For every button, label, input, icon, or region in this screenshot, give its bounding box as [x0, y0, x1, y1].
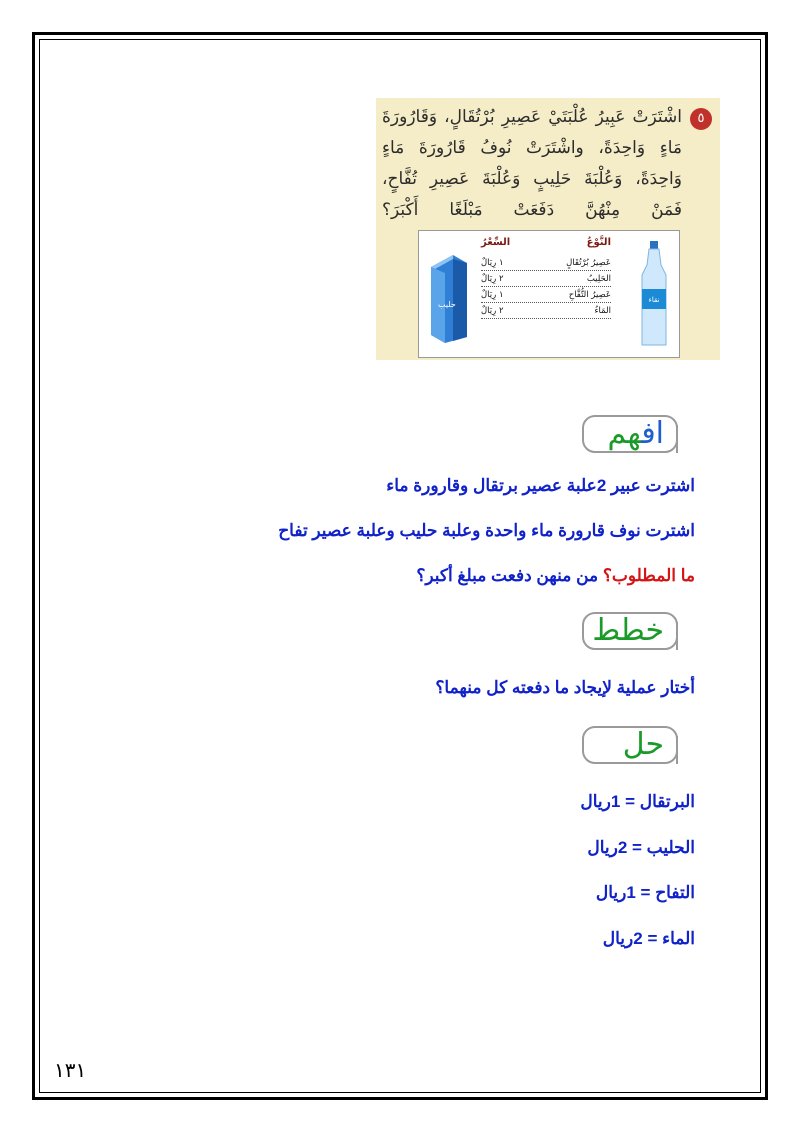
item-price: ١ رِيَالٌ	[481, 290, 504, 300]
exercise-image	[376, 98, 720, 360]
exercise-text	[382, 102, 682, 226]
exercise-line: مَاءٍ وَاحِدَةً، واشْتَرَتْ نُوفُ قَارُورَةَ مَاءٍ	[382, 138, 682, 158]
exercise-line: اشْتَرَتْ عَبِيرُ عُلْبَتَيْ عَصِيرِ بُرْتُقَالٍ، وَقَارُورَةَ	[382, 107, 682, 127]
question-text: من منهن دفعت مبلغ أكبر؟	[416, 566, 603, 585]
exercise-number-badge: ٥	[690, 108, 712, 130]
solve-line: البرتقال = 1ريال	[580, 792, 695, 811]
understand-label: افهم	[607, 416, 664, 451]
col-price-header: السِّعْرُ	[481, 237, 511, 248]
solve-label: حل	[622, 727, 664, 762]
understand-line-2: اشترت نوف قارورة ماء واحدة وعلبة حليب وعلبة عصير تفاح	[278, 521, 695, 540]
understand-line-1: اشترت عبير 2علبة عصير برتقال وقارورة ماء	[386, 476, 695, 495]
exercise-line: فَمَنْ مِنْهُنَّ دَفَعَتْ مَبْلَغًا أَكْبَرَ؟	[382, 200, 682, 220]
item-type: الحَلِيبُ	[586, 274, 611, 284]
price-table	[481, 237, 611, 320]
table-row	[481, 272, 611, 287]
price-list-card	[418, 230, 680, 358]
exercise-line: وَاحِدَةً، وَعُلْبَةَ حَلِيبٍ وَعُلْبَةَ عَصِيرِ تُفَّاحٍ،	[382, 169, 682, 189]
table-row	[481, 256, 611, 271]
item-type: عَصِيرُ التُّفَّاحِ	[568, 290, 611, 300]
question-line	[416, 566, 695, 586]
item-price: ٢ رِيَالٌ	[481, 306, 504, 316]
plan-line: أختار عملية لإيجاد ما دفعته كل منهما؟	[435, 678, 695, 697]
solve-line: الماء = 2ريال	[602, 929, 695, 948]
solve-line: التفاح = 1ريال	[595, 883, 695, 902]
bottle-label: نقاء	[648, 296, 660, 304]
understand-badge	[582, 415, 678, 453]
item-type: المَاءُ	[594, 306, 611, 316]
item-price: ٢ رِيَالٌ	[481, 274, 504, 284]
question-label: ما المطلوب؟	[602, 566, 695, 585]
item-price: ١ رِيَالٌ	[481, 258, 504, 268]
table-row	[481, 288, 611, 303]
water-bottle-icon	[639, 241, 669, 349]
page-number: ١٣١	[54, 1058, 87, 1082]
carton-label: حليب	[438, 300, 456, 309]
item-type: عَصِيرُ بُرْتُقَالٍ	[566, 258, 611, 268]
table-row	[481, 304, 611, 319]
milk-carton-icon	[427, 245, 471, 345]
plan-label: خطط	[592, 613, 664, 648]
solve-line: الحليب = 2ريال	[587, 838, 695, 857]
solve-badge	[582, 726, 678, 764]
plan-badge	[582, 612, 678, 650]
col-type-header: النَّوْعُ	[586, 237, 611, 248]
price-table-header	[481, 237, 611, 248]
